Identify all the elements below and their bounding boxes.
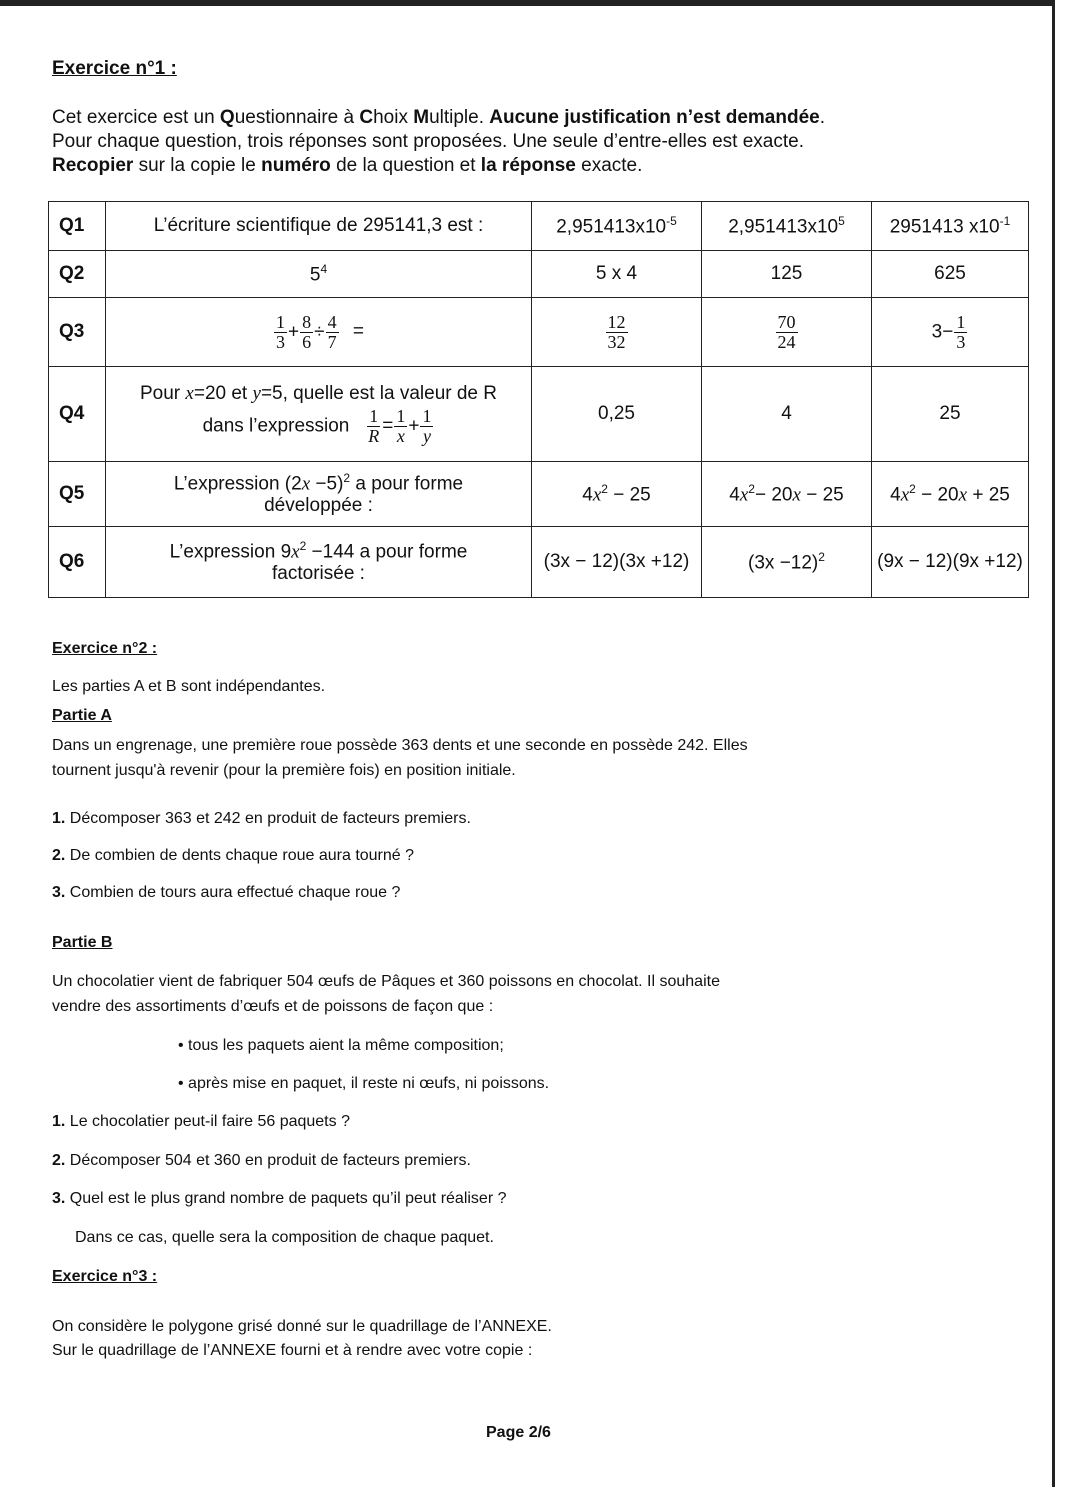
text: − 25 <box>800 484 844 506</box>
answer-c: 25 <box>872 367 1029 462</box>
q-line <box>108 383 529 405</box>
part-a-title: Partie A <box>52 707 112 724</box>
text: la réponse <box>480 155 576 176</box>
ex2-intro: Les parties A et B sont indépendantes. <box>52 678 326 695</box>
operator: + <box>408 415 420 437</box>
part-b-q1 <box>52 1113 350 1131</box>
answer-b <box>702 462 872 527</box>
exponent: -1 <box>999 213 1011 228</box>
exponent: 2 <box>299 538 307 553</box>
q-text <box>106 251 532 298</box>
text: Recopier <box>52 155 134 176</box>
answer-b: 125 <box>702 251 872 298</box>
q-label: Q5 <box>49 462 106 527</box>
q-text <box>106 527 532 598</box>
exponent: 2 <box>909 481 916 496</box>
text: 4 <box>890 484 901 506</box>
variable: x <box>185 382 194 404</box>
fraction <box>274 313 287 352</box>
denominator: R <box>368 425 380 446</box>
number: 1. <box>52 1113 66 1130</box>
variable: x <box>792 484 801 506</box>
text: =20 et <box>193 382 253 404</box>
ex3-text-line2: Sur le quadrillage de l’ANNEXE fourni et à rendre avec votre copie : <box>52 1342 533 1359</box>
qcm-table <box>48 201 1029 598</box>
text: de la question et <box>330 155 481 176</box>
text: Pour <box>140 382 186 404</box>
number: 3. <box>52 1190 66 1207</box>
top-border <box>0 0 1071 6</box>
fraction <box>366 407 381 446</box>
answer-a: 0,25 <box>532 367 702 462</box>
variable: x <box>958 484 968 506</box>
part-b-q3 <box>52 1190 507 1208</box>
table-row-q5 <box>49 462 1029 527</box>
text: exacte. <box>575 155 643 176</box>
denominator: 24 <box>777 331 796 352</box>
number: 1. <box>52 810 66 827</box>
exponent: 4 <box>320 261 328 276</box>
operator: ÷ <box>314 321 325 343</box>
denominator: 7 <box>327 331 337 352</box>
text: Combien de tours aura effectué chaque roue ? <box>65 884 401 901</box>
denominator: x <box>396 425 405 446</box>
text: uestionnaire à <box>234 107 360 128</box>
text: 4 <box>729 484 740 506</box>
table-row-q4 <box>49 367 1029 462</box>
q-line <box>108 407 529 446</box>
numerator: 1 <box>276 311 286 332</box>
text: − 25 <box>607 484 651 506</box>
ex1-paragraph-line1 <box>52 107 825 129</box>
text: Décomposer 504 et 360 en produit de facteurs premiers. <box>65 1152 471 1169</box>
q-label: Q1 <box>49 202 106 251</box>
text: =5, quelle est la valeur de R <box>260 382 497 404</box>
text: . <box>819 107 825 128</box>
text: (3x −12) <box>748 552 819 574</box>
text: − 20 <box>915 484 959 506</box>
numerator: 1 <box>369 405 379 426</box>
text: De combien de dents chaque roue aura tourné ? <box>65 847 415 864</box>
answer-a: (3x − 12)(3x +12) <box>532 527 702 598</box>
q-line <box>108 539 529 563</box>
q-label: Q3 <box>49 298 106 367</box>
q-label: Q6 <box>49 527 106 598</box>
number: 3. <box>52 884 66 901</box>
text: hoix <box>373 107 414 128</box>
table-row-q3 <box>49 298 1029 367</box>
variable: x <box>592 484 602 506</box>
answer-c <box>872 202 1029 251</box>
variable: x <box>291 541 300 563</box>
text: −144 a pour forme <box>306 541 468 563</box>
number: 2. <box>52 847 66 864</box>
answer-c <box>872 462 1029 527</box>
text: Quel est le plus grand nombre de paquets qu’il peut réaliser ? <box>65 1190 507 1207</box>
part-b-q2 <box>52 1152 471 1170</box>
text: numéro <box>261 155 331 176</box>
number: 2. <box>52 1152 66 1169</box>
answer-a <box>532 298 702 367</box>
part-a-text-line2: tournent jusqu'à revenir (pour la première fois) en position initiale. <box>52 762 516 779</box>
ex1-title: Exercice n°1 : <box>52 58 177 79</box>
text: Aucune justification n’est demandée <box>489 107 820 128</box>
text: −5) <box>310 473 344 495</box>
part-b-text-line2: vendre des assortiments d’œufs et de poissons de façon que : <box>52 998 494 1015</box>
text: 4 <box>582 484 593 506</box>
answer-c: 625 <box>872 251 1029 298</box>
text: Le chocolatier peut-il faire 56 paquets ? <box>65 1113 350 1130</box>
numerator: 12 <box>607 311 626 332</box>
denominator: y <box>422 425 431 446</box>
answer-b <box>702 202 872 251</box>
fraction <box>420 407 433 446</box>
exponent: 2 <box>818 549 825 564</box>
answer-c: (9x − 12)(9x +12) <box>872 527 1029 598</box>
operator: + <box>288 321 300 343</box>
part-b-bullet1: • tous les paquets aient la même composition; <box>178 1037 504 1054</box>
denominator: 6 <box>302 331 312 352</box>
fraction <box>394 407 407 446</box>
text: 9 <box>280 541 292 563</box>
variable: x <box>739 484 749 506</box>
answer-b <box>702 298 872 367</box>
part-a-q1 <box>52 810 471 828</box>
ex1-paragraph-line3 <box>52 155 642 177</box>
q-line: factorisée : <box>272 563 365 585</box>
page-number: Page 2/6 <box>486 1424 551 1441</box>
denominator: 32 <box>607 331 626 352</box>
fraction <box>300 313 313 352</box>
text: 3− <box>931 321 954 343</box>
exponent: -5 <box>666 213 677 228</box>
ex3-title: Exercice n°3 : <box>52 1268 158 1285</box>
text: sur la copie le <box>133 155 262 176</box>
part-b-text-line1: Un chocolatier vient de fabriquer 504 œufs de Pâques et 360 poissons en chocolat. Il souhaite <box>52 973 720 990</box>
part-a-text-line1: Dans un engrenage, une première roue possède 363 dents et une seconde en possède 242. Elles <box>52 737 748 754</box>
q-text <box>106 298 532 367</box>
text: 2,951413x10 <box>556 216 667 238</box>
answer-a: 5 x 4 <box>532 251 702 298</box>
text: dans l’expression <box>202 415 350 437</box>
ex2-title: Exercice n°2 : <box>52 640 158 657</box>
answer-a <box>532 462 702 527</box>
numerator: 70 <box>777 311 796 332</box>
part-b-bullet2: • après mise en paquet, il reste ni œufs, ni poissons. <box>178 1075 550 1092</box>
text: ultiple. <box>429 107 490 128</box>
q-label: Q4 <box>49 367 106 462</box>
ex1-paragraph-line2: Pour chaque question, trois réponses sont proposées. Une seule d’entre-elles est exacte. <box>52 131 805 152</box>
text: 5 <box>309 264 321 286</box>
text: Décomposer 363 et 242 en produit de facteurs premiers. <box>65 810 471 827</box>
exponent: 2 <box>748 481 755 496</box>
variable: y <box>252 382 261 404</box>
q-text <box>106 462 532 527</box>
variable: x <box>900 484 910 506</box>
text: Cet exercice est un <box>52 107 220 128</box>
text: − 20 <box>754 484 793 506</box>
fraction <box>776 313 798 352</box>
text: Q <box>219 107 235 128</box>
operator: = <box>382 415 394 437</box>
q-line: développée : <box>264 495 373 517</box>
variable: x <box>301 473 311 495</box>
text: L’expression (2 <box>173 473 302 495</box>
q-text: L’écriture scientifique de 295141,3 est : <box>106 202 532 251</box>
answer-b <box>702 527 872 598</box>
text: M <box>413 107 430 128</box>
fraction <box>326 313 339 352</box>
part-b-title: Partie B <box>52 934 113 951</box>
answer-a <box>532 202 702 251</box>
q-text <box>106 367 532 462</box>
right-border <box>1052 0 1071 1487</box>
operator: = <box>352 321 364 343</box>
text: 2,951413x10 <box>728 216 839 238</box>
answer-c <box>872 298 1029 367</box>
text: C <box>359 107 374 128</box>
part-a-q2 <box>52 847 414 865</box>
text: a pour forme <box>350 473 464 495</box>
ex3-text-line1: On considère le polygone grisé donné sur le quadrillage de l’ANNEXE. <box>52 1318 552 1335</box>
exponent: 5 <box>838 213 845 228</box>
text: 2951413 x10 <box>889 216 1000 238</box>
table-row-q6 <box>49 527 1029 598</box>
part-a-q3 <box>52 884 400 902</box>
numerator: 1 <box>422 405 432 426</box>
denominator: 3 <box>276 331 286 352</box>
table-row-q2 <box>49 251 1029 298</box>
text: + 25 <box>967 484 1010 506</box>
q-line <box>108 471 529 495</box>
numerator: 4 <box>327 311 337 332</box>
numerator: 1 <box>956 311 966 332</box>
exponent: 2 <box>343 470 351 485</box>
fraction <box>606 313 628 352</box>
text: L’expression <box>169 541 281 563</box>
q-label: Q2 <box>49 251 106 298</box>
denominator: 3 <box>956 331 966 352</box>
numerator: 1 <box>396 405 406 426</box>
table-row-q1 <box>49 202 1029 251</box>
part-b-q3-followup: Dans ce cas, quelle sera la composition de chaque paquet. <box>75 1229 494 1246</box>
answer-b: 4 <box>702 367 872 462</box>
numerator: 8 <box>302 311 312 332</box>
fraction <box>954 313 967 352</box>
exponent: 2 <box>601 481 608 496</box>
